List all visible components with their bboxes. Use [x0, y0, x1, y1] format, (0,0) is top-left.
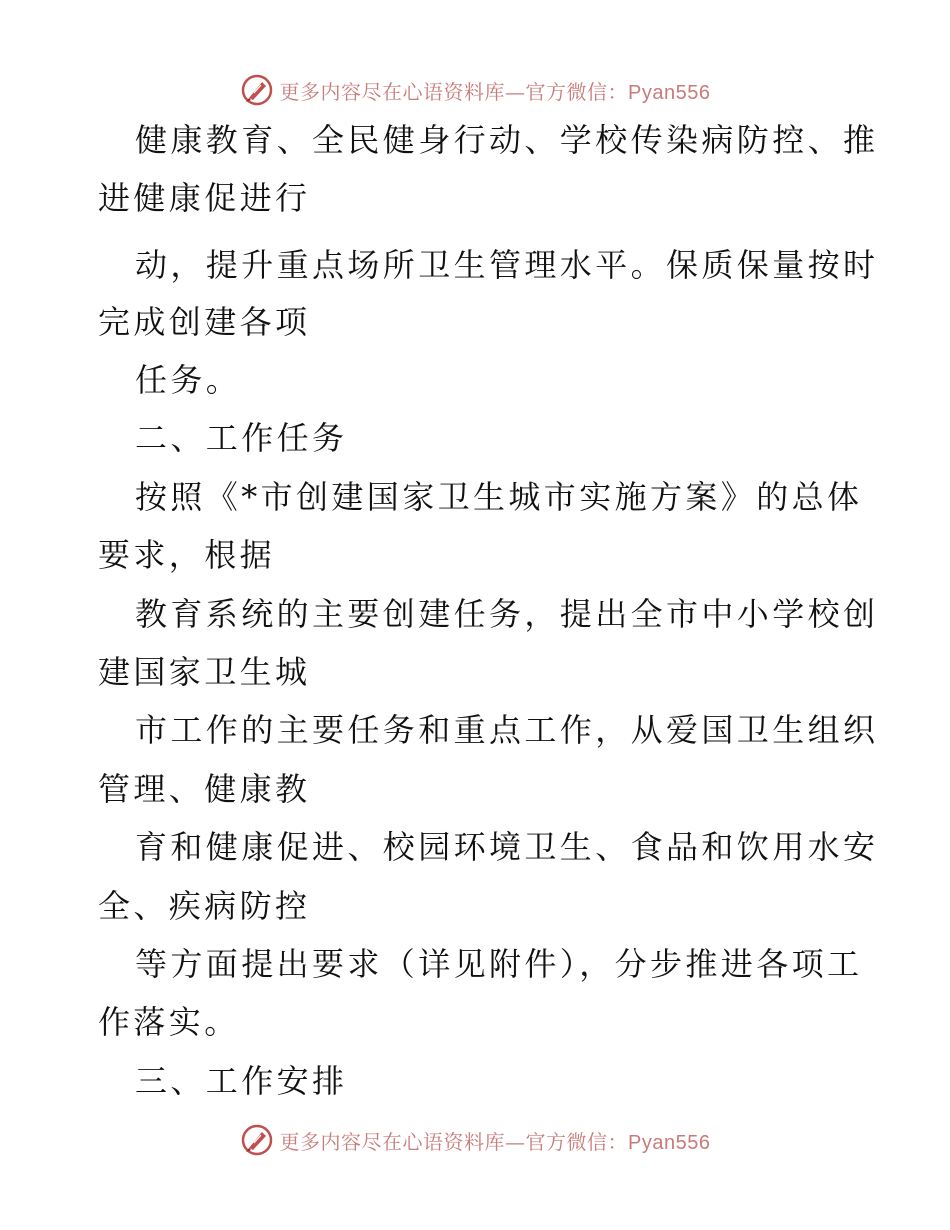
quill-pen-logo-icon	[240, 73, 274, 107]
paragraph-line: 作落实。	[98, 1003, 240, 1041]
paragraph-line: 教育系统的主要创建任务，提出全市中小学校创	[135, 595, 879, 633]
header-watermark	[0, 70, 950, 110]
paragraph-line: 要求，根据	[98, 536, 276, 574]
paragraph-line: 市工作的主要任务和重点工作，从爱国卫生组织	[135, 711, 879, 749]
paragraph-line: 健康教育、全民健身行动、学校传染病防控、推	[135, 121, 879, 159]
paragraph-line: 全、疾病防控	[98, 887, 311, 925]
paragraph-line: 任务。	[135, 361, 242, 399]
paragraph-line: 动，提升重点场所卫生管理水平。保质保量按时	[135, 246, 879, 284]
section-heading: 三、工作安排	[135, 1062, 348, 1100]
section-heading: 二、工作任务	[135, 419, 348, 457]
paragraph-line: 育和健康促进、校园环境卫生、食品和饮用水安	[135, 828, 879, 866]
watermark-text	[280, 1126, 711, 1155]
paragraph-line: 进健康促进行	[98, 179, 311, 217]
paragraph-line: 按照《*市创建国家卫生城市实施方案》的总体	[135, 478, 863, 516]
footer-watermark	[0, 1120, 950, 1160]
watermark-separator: —	[505, 79, 526, 104]
paragraph-line: 等方面提出要求（详见附件），分步推进各项工	[135, 945, 863, 983]
watermark-brand: 更多内容尽在心语资料库	[279, 1129, 506, 1154]
paragraph-line: 完成创建各项	[98, 303, 311, 341]
watermark-brand: 更多内容尽在心语资料库	[279, 79, 506, 104]
watermark-wechat: 官方微信：Pyan556	[525, 81, 711, 104]
watermark-text	[280, 76, 711, 105]
paragraph-line: 管理、健康教	[98, 770, 311, 808]
watermark-separator: —	[505, 1129, 526, 1154]
quill-pen-logo-icon	[240, 1123, 274, 1157]
watermark-wechat: 官方微信：Pyan556	[525, 1131, 711, 1154]
paragraph-line: 建国家卫生城	[98, 653, 311, 691]
